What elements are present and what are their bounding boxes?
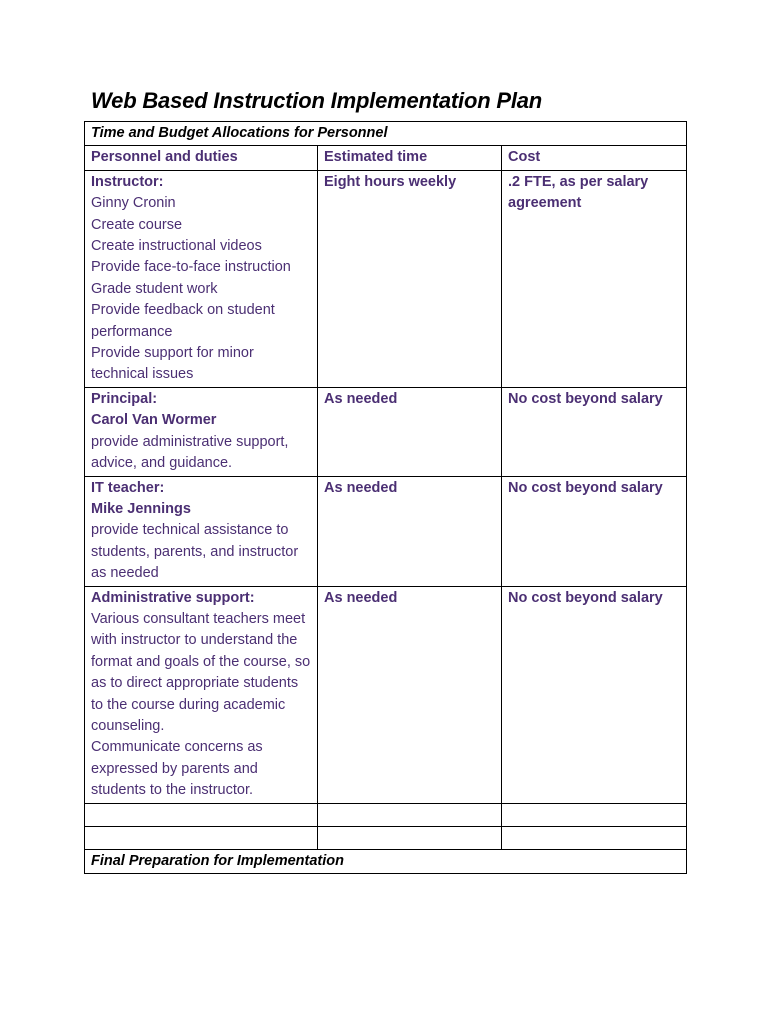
duty-item: provide administrative support, advice, and guidance.: [91, 433, 289, 472]
personnel-cell: [85, 170, 318, 387]
cost-cell: No cost beyond salary: [502, 387, 687, 476]
empty-cell: [85, 803, 318, 826]
duty-item: Provide feedback on student performance: [91, 302, 275, 340]
duty-item: Provide support for minor technical issues: [91, 345, 254, 383]
table-row: [85, 476, 687, 586]
personnel-cell: [85, 387, 318, 476]
table-header-row: [85, 146, 687, 170]
estimated-time-cell: Eight hours weekly: [318, 170, 502, 387]
footer-heading-row: [85, 849, 687, 873]
person-name: Carol Van Wormer: [91, 412, 217, 429]
duty-item: Create instructional videos: [91, 238, 262, 255]
cost-cell: .2 FTE, as per salary agreement: [502, 170, 687, 387]
personnel-cell: [85, 476, 318, 586]
document-title: Web Based Instruction Implementation Plan: [91, 88, 543, 113]
table-row: [85, 170, 687, 387]
person-name: Mike Jennings: [91, 500, 191, 517]
empty-cell: [502, 803, 687, 826]
empty-table-row: [85, 803, 687, 826]
column-header-personnel: Personnel and duties: [85, 146, 318, 170]
duty-item: Grade student work: [91, 280, 218, 297]
section-heading: Time and Budget Allocations for Personnel: [85, 122, 687, 146]
empty-cell: [318, 826, 502, 849]
duty-item: provide technical assistance to students, parents, and instructor as needed: [91, 522, 299, 582]
estimated-time-cell: As needed: [318, 586, 502, 803]
column-header-estimated-time: Estimated time: [318, 146, 502, 170]
person-name: Ginny Cronin: [91, 195, 176, 212]
duty-item: Various consultant teachers meet with instructor to understand the format and goals of the course, so as to direct appropriate students to the course during academic counseling.: [91, 610, 311, 734]
empty-table-row: [85, 826, 687, 849]
column-header-cost: Cost: [502, 146, 687, 170]
section-heading-row: [85, 122, 687, 146]
empty-cell: [502, 826, 687, 849]
cost-cell: No cost beyond salary: [502, 586, 687, 803]
role-label: Instructor:: [91, 173, 164, 190]
role-label: Administrative support:: [91, 589, 255, 606]
footer-heading: Final Preparation for Implementation: [85, 849, 687, 873]
estimated-time-cell: As needed: [318, 387, 502, 476]
role-label: IT teacher:: [91, 479, 165, 496]
table-row: [85, 586, 687, 803]
role-label: Principal:: [91, 390, 158, 407]
estimated-time-cell: As needed: [318, 476, 502, 586]
duty-item: Provide face-to-face instruction: [91, 259, 291, 276]
table-row: [85, 387, 687, 476]
duty-item: Create course: [91, 216, 183, 233]
personnel-plan-table: [84, 121, 687, 874]
empty-cell: [318, 803, 502, 826]
empty-cell: [85, 826, 318, 849]
cost-cell: No cost beyond salary: [502, 476, 687, 586]
personnel-cell: [85, 586, 318, 803]
duty-item: Communicate concerns as expressed by parents and students to the instructor.: [91, 739, 263, 799]
